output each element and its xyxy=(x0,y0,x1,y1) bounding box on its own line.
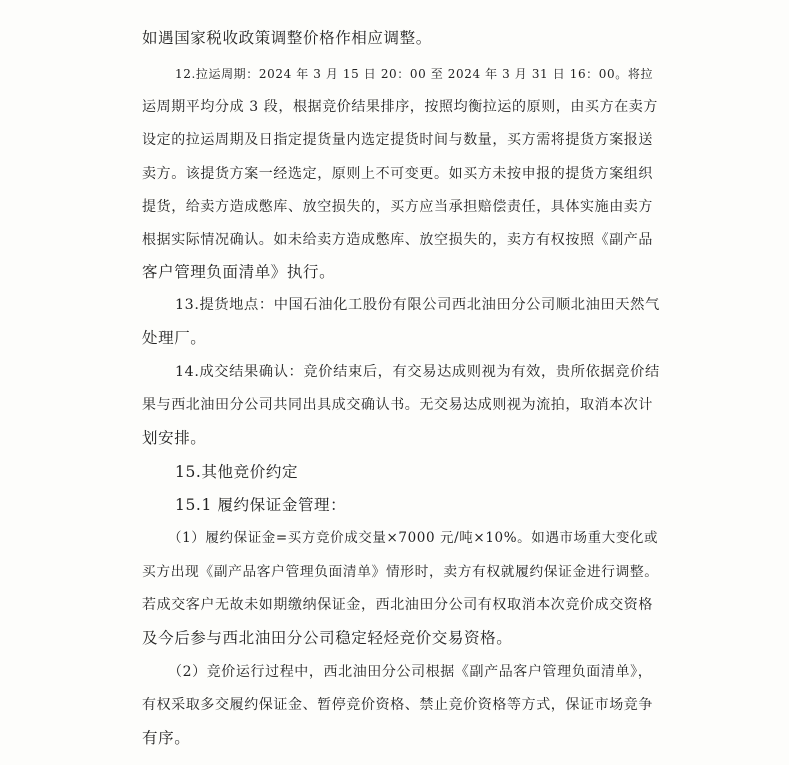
paragraph-line: 若成交客户无故未如期缴纳保证金，西北油田分公司有权取消本次竞价成交资格 xyxy=(142,597,653,613)
paragraph-line: 设定的拉运周期及日指定提货量内选定提货时间与数量，买方需将提货方案报送 xyxy=(142,132,653,148)
section-14-heading-line: 14.成交结果确认：竞价结束后，有交易达成则视为有效，贵所依据竞价结 xyxy=(175,364,660,380)
paragraph-line: 提货，给卖方造成憋库、放空损失的，买方应当承担赔偿责任，具体实施由卖方 xyxy=(142,199,653,215)
section-15-heading: 15.其他竞价约定 xyxy=(175,463,299,481)
paragraph-line: 客户管理负面清单》执行。 xyxy=(142,263,336,281)
paragraph-line: 有序。 xyxy=(142,729,191,747)
paragraph-line: 根据实际情况确认。如未给卖方造成憋库、放空损失的，卖方有权按照《副产品 xyxy=(142,232,653,248)
paragraph-line: 买方出现《副产品客户管理负面清单》情形时，卖方有权就履约保证金进行调整。 xyxy=(142,564,659,580)
paragraph-line: 有权采取多交履约保证金、暂停竞价资格、禁止竞价资格等方式，保证市场竞争 xyxy=(142,697,653,713)
paragraph-line: 果与西北油田分公司共同出具成交确认书。无交易达成则视为流拍，取消本次计 xyxy=(142,397,653,413)
section-15-1-heading: 15.1 履约保证金管理： xyxy=(175,496,347,514)
section-12-heading-line: 12.拉运周期：2024 年 3 月 15 日 20：00 至 2024 年 3 月 31 日 16：00。将拉 xyxy=(175,67,654,81)
item-1-line: （1）履约保证金=买方竞价成交量×7000 元/吨×10%。如遇市场重大变化或 xyxy=(168,530,659,546)
paragraph-line: 处理厂。 xyxy=(142,329,207,347)
paragraph-line: 划安排。 xyxy=(142,429,207,447)
paragraph-line: 运周期平均分成 3 段，根据竞价结果排序，按照均衡拉运的原则，由买方在卖方 xyxy=(142,99,659,115)
item-2-line: （2）竞价运行过程中，西北油田分公司根据《副产品客户管理负面清单》， xyxy=(168,664,653,680)
paragraph-line: 卖方。该提货方案一经选定，原则上不可变更。如买方未按申报的提货方案组织 xyxy=(142,166,653,182)
paragraph-line: 如遇国家税收政策调整价格作相应调整。 xyxy=(142,29,432,47)
section-13-heading-line: 13.提货地点：中国石油化工股份有限公司西北油田分公司顺北油田天然气 xyxy=(175,297,660,313)
paragraph-line: 及今后参与西北油田分公司稳定轻烃竞价交易资格。 xyxy=(142,629,513,647)
